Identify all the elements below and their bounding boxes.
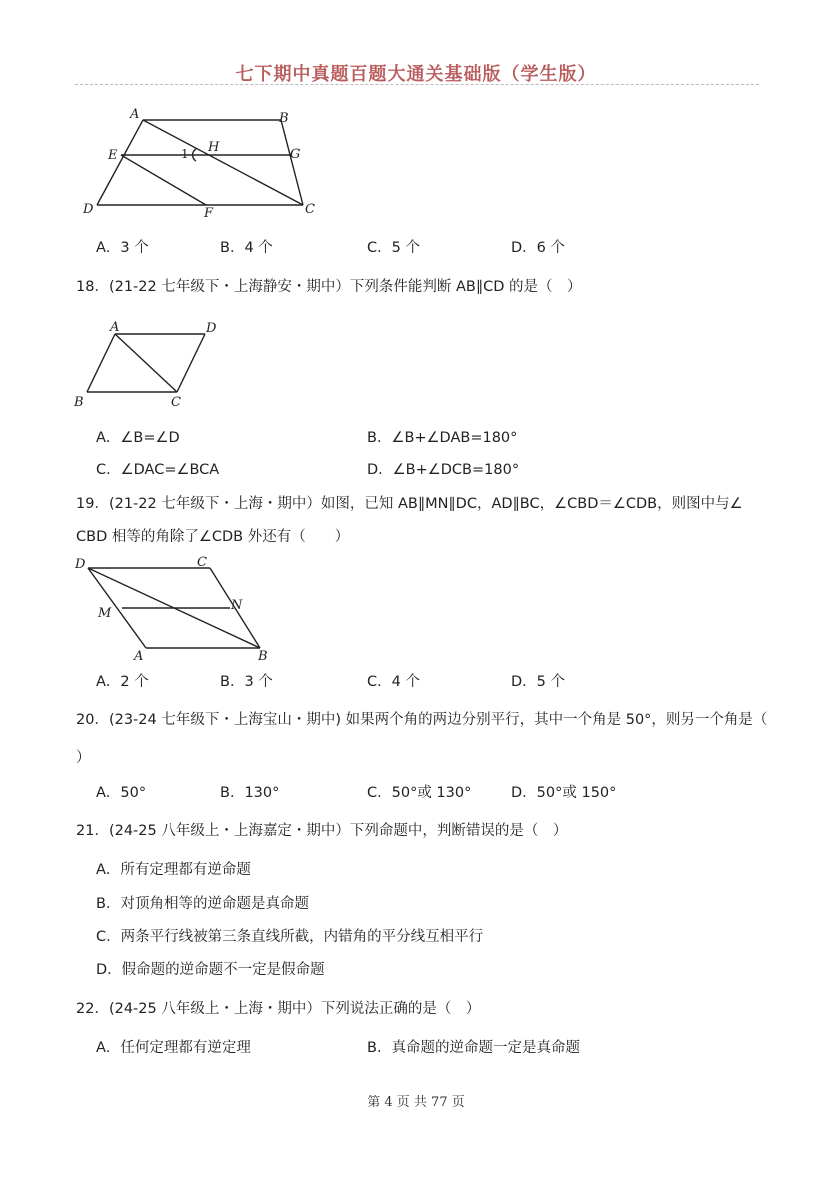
q22-option-b: B．真命题的逆命题一定是真命题	[367, 1040, 580, 1056]
q19-option-b: B．3 个	[220, 674, 273, 690]
label-B: B	[279, 111, 289, 126]
q22-stem: 22．(24-25 八年级上・上海・期中）下列说法正确的是（ ）	[76, 1001, 481, 1017]
header-divider	[75, 84, 759, 85]
segment-EF	[121, 155, 206, 205]
q17-option-b: B．4 个	[220, 240, 273, 256]
q21-option-a: A．所有定理都有逆命题	[96, 862, 251, 878]
q21-stem: 21．(24-25 八年级上・上海嘉定・期中）下列命题中，判断错误的是（ ）	[76, 823, 568, 839]
q19-option-c: C．4 个	[367, 674, 420, 690]
q20-option-b: B．130°	[220, 785, 280, 801]
label-D: D	[75, 557, 86, 572]
q20-option-c: C．50°或 130°	[367, 785, 472, 801]
label-F: F	[204, 206, 214, 221]
label-A: A	[110, 320, 120, 335]
label-A: A	[134, 649, 144, 664]
page-number: 第 4 页 共 77 页	[367, 1095, 465, 1110]
label-E: E	[108, 148, 118, 163]
q17-option-a: A．3 个	[96, 240, 149, 256]
q18-option-d: D．∠B+∠DCB=180°	[367, 462, 520, 478]
segment-DC	[177, 334, 205, 392]
label-D: D	[206, 321, 217, 336]
label-C: C	[197, 555, 207, 570]
q18-option-a: A．∠B=∠D	[96, 430, 180, 446]
label-H: H	[208, 140, 220, 155]
q18-option-c: C．∠DAC=∠BCA	[96, 462, 220, 478]
document-title: 七下期中真题百题大通关基础版（学生版）	[235, 64, 597, 85]
label-angle-1: 1	[181, 147, 189, 161]
label-G: G	[290, 147, 301, 162]
label-D: D	[83, 202, 94, 217]
segment-AD	[97, 120, 143, 205]
q19-stem-line1: 19．(21-22 七年级下・上海・期中）如图，已知 AB∥MN∥DC，AD∥BC，∠CBD＝∠CDB，则图中与∠	[76, 496, 743, 512]
q22-option-a: A．任何定理都有逆定理	[96, 1040, 251, 1056]
label-M: M	[98, 606, 112, 621]
label-C: C	[171, 395, 181, 410]
label-B: B	[74, 395, 84, 410]
segment-AC	[143, 120, 303, 205]
q19-option-d: D．5 个	[511, 674, 565, 690]
segment-BC	[281, 120, 303, 205]
segment-AC	[115, 334, 177, 392]
label-C: C	[305, 202, 315, 217]
q19-stem-line2: CBD 相等的角除了∠CDB 外还有（ ）	[76, 529, 350, 545]
q20-stem-line1: 20．(23-24 七年级下・上海宝山・期中) 如果两个角的两边分别平行，其中一个角是 50°，则另一个角是（	[76, 712, 768, 728]
q21-option-c: C．两条平行线被第三条直线所截，内错角的平分线互相平行	[96, 929, 484, 945]
q20-option-a: A．50°	[96, 785, 147, 801]
segment-AB	[87, 334, 115, 392]
q18-option-b: B．∠B+∠DAB=180°	[367, 430, 518, 446]
q19-option-a: A．2 个	[96, 674, 149, 690]
q18-stem: 18．(21-22 七年级下・上海静安・期中）下列条件能判断 AB∥CD 的是（ ）	[76, 279, 582, 295]
figure-q19	[70, 552, 280, 664]
q20-option-d: D．50°或 150°	[511, 785, 617, 801]
figure-q18	[70, 318, 230, 413]
label-A: A	[130, 107, 140, 122]
q21-option-d: D．假命题的逆命题不一定是假命题	[96, 962, 325, 978]
q20-stem-line2: ）	[76, 750, 91, 766]
q21-option-b: B．对顶角相等的逆命题是真命题	[96, 896, 309, 912]
q17-option-c: C．5 个	[367, 240, 420, 256]
label-N: N	[231, 598, 243, 613]
label-B: B	[258, 649, 268, 664]
figure-q17	[75, 105, 335, 225]
q17-option-d: D．6 个	[511, 240, 565, 256]
